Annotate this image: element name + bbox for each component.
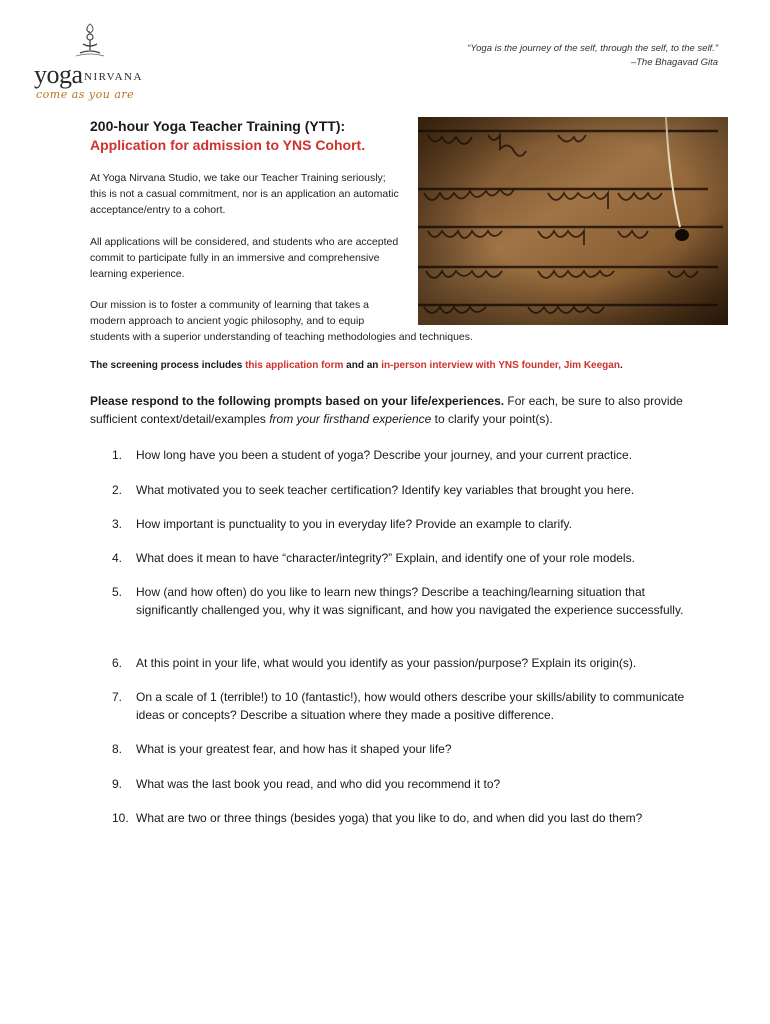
question-item bbox=[90, 775, 710, 793]
question-number: 2. bbox=[112, 483, 123, 497]
question-item bbox=[90, 809, 710, 827]
application-form-highlight: this application form bbox=[245, 360, 344, 371]
logo-word-yoga: yoga bbox=[34, 60, 83, 89]
question-text: What does it mean to have “character/integrity?” Explain, and identify one of your role models. bbox=[136, 551, 635, 565]
epigraph-quote bbox=[338, 42, 718, 70]
instructions-prompt: Please respond to the following prompts based on your life/experiences. For each, be sure to also provide sufficient context/detail/examples from your firsthand experience to clarify your point(s). bbox=[90, 394, 683, 426]
quote-text: “Yoga is the journey of the self, through the self, to the self.” bbox=[467, 43, 718, 54]
question-text: What was the last book you read, and who did you recommend it to? bbox=[136, 777, 501, 791]
mission-line: Our mission is to foster a community of learning that takes a bbox=[90, 299, 369, 311]
question-item bbox=[90, 688, 710, 724]
question-text: How long have you been a student of yoga? Describe your journey, and your current practice. bbox=[136, 448, 633, 462]
question-number: 8. bbox=[112, 742, 123, 756]
prompt-bold: Please respond to the following prompts based on your life/experiences. bbox=[90, 394, 505, 408]
meditating-figure-icon bbox=[70, 22, 110, 62]
question-item bbox=[90, 481, 710, 499]
question-item bbox=[90, 515, 710, 533]
question-number: 9. bbox=[112, 777, 123, 791]
question-number: 4. bbox=[112, 551, 123, 565]
mission-paragraph bbox=[90, 297, 550, 345]
question-number: 5. bbox=[112, 585, 123, 599]
question-text: What is your greatest fear, and how has it shaped your life? bbox=[136, 742, 452, 756]
question-text: How important is punctuality to you in everyday life? Provide an example to clarify. bbox=[136, 517, 572, 531]
question-text: How (and how often) do you like to learn new things? Describe a teaching/learning situation that significantly challenged you, why it was significant, and how you navigated the experience successfully. bbox=[136, 585, 684, 617]
question-text: What motivated you to seek teacher certification? Identify key variables that brought you here. bbox=[136, 483, 635, 497]
question-number: 3. bbox=[112, 517, 123, 531]
intro-paragraph: At Yoga Nirvana Studio, we take our Teacher Training seriously; this is not a casual commitment, nor is an application an automatic acceptance/entry to a cohort. bbox=[90, 172, 399, 216]
yoga-nirvana-logo bbox=[28, 22, 143, 104]
question-item bbox=[90, 654, 710, 672]
question-number: 7. bbox=[112, 690, 123, 704]
interview-highlight: in-person interview with YNS founder, Jim Keegan bbox=[381, 360, 620, 371]
mission-line: modern approach to ancient yogic philosophy, and to equip bbox=[90, 315, 365, 327]
question-number: 6. bbox=[112, 656, 123, 670]
logo-word-nirvana: NIRVANA bbox=[84, 71, 143, 83]
quote-attribution: –The Bhagavad Gita bbox=[630, 57, 718, 68]
question-number: 1. bbox=[112, 448, 123, 462]
prompt-italic: from your firsthand experience bbox=[269, 412, 432, 426]
question-item bbox=[90, 549, 710, 567]
logo-tagline: come as you are bbox=[36, 88, 135, 101]
question-number: 10. bbox=[112, 811, 129, 825]
manuscript-photo bbox=[418, 117, 728, 325]
page-title: 200-hour Yoga Teacher Training (YTT): bbox=[90, 118, 346, 134]
question-item bbox=[90, 446, 710, 464]
question-text: At this point in your life, what would you identify as your passion/purpose? Explain its origin(s). bbox=[136, 656, 637, 670]
question-text: On a scale of 1 (terrible!) to 10 (fantastic!), how would others describe your skills/ability to communicate ideas or concepts? Describe a situation where they made a positive difference. bbox=[136, 690, 685, 722]
question-text: What are two or three things (besides yoga) that you like to do, and when did you last do them? bbox=[136, 811, 643, 825]
question-item bbox=[90, 583, 710, 619]
question-item bbox=[90, 740, 710, 758]
intro-paragraph: All applications will be considered, and students who are accepted commit to participate fully in an immersive and comprehensive learning experience. bbox=[90, 236, 399, 280]
page-subtitle: Application for admission to YNS Cohort. bbox=[90, 137, 366, 153]
screening-statement: The screening process includes this application form and an in-person interview with YNS founder, Jim Keegan. bbox=[90, 360, 623, 371]
mission-line: students with a superior understanding of teaching methodologies and techniques. bbox=[90, 331, 473, 343]
